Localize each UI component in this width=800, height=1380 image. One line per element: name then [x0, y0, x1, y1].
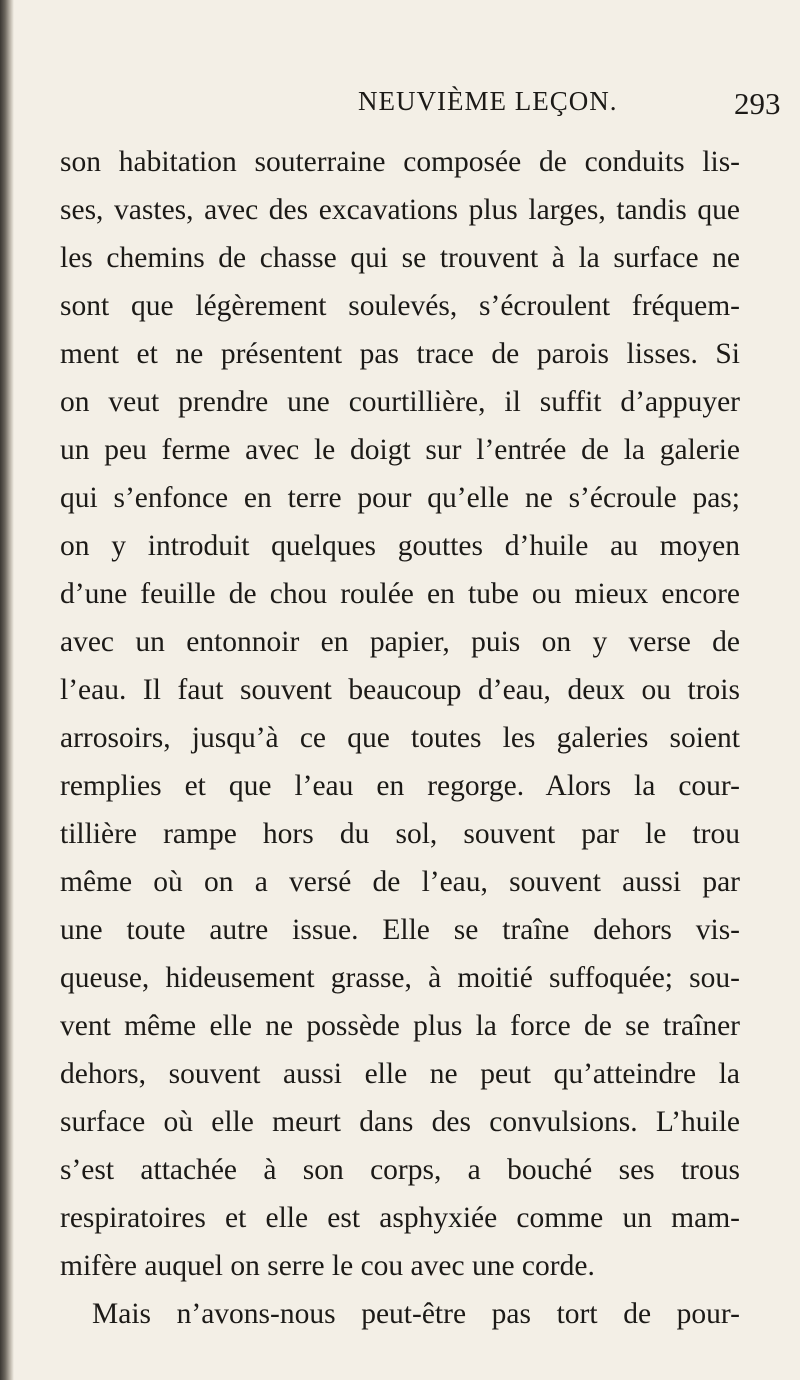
text-line: dehors, souvent aussi elle ne peut qu’atteindre la: [60, 1058, 740, 1090]
text-line: ment et ne présentent pas trace de parois lisses. Si: [60, 338, 740, 370]
text-line: remplies et que l’eau en regorge. Alors la cour-: [60, 770, 740, 802]
text-line: un peu ferme avec le doigt sur l’entrée de la galerie: [60, 434, 740, 466]
text-line: on veut prendre une courtillière, il suffit d’appuyer: [60, 386, 740, 418]
running-head: [0, 86, 800, 126]
text-line: s’est attachée à son corps, a bouché ses trous: [60, 1154, 740, 1186]
text-line: une toute autre issue. Elle se traîne dehors vis-: [60, 914, 740, 946]
text-line: son habitation souterraine composée de conduits lis-: [60, 146, 740, 178]
text-line: ses, vastes, avec des excavations plus larges, tandis que: [60, 194, 740, 226]
text-line: vent même elle ne possède plus la force de se traîner: [60, 1010, 740, 1042]
text-line: Mais n’avons-nous peut-être pas tort de pour-: [92, 1298, 740, 1330]
text-line: d’une feuille de chou roulée en tube ou mieux encore: [60, 578, 740, 610]
text-line: sont que légèrement soulevés, s’écroulent fréquem-: [60, 290, 740, 322]
text-line: queuse, hideusement grasse, à moitié suffoquée; sou-: [60, 962, 740, 994]
text-line: avec un entonnoir en papier, puis on y verse de: [60, 626, 740, 658]
text-line: surface où elle meurt dans des convulsions. L’huile: [60, 1106, 740, 1138]
text-line: tillière rampe hors du sol, souvent par le trou: [60, 818, 740, 850]
text-line: l’eau. Il faut souvent beaucoup d’eau, deux ou trois: [60, 674, 740, 706]
text-line: arrosoirs, jusqu’à ce que toutes les galeries soient: [60, 722, 740, 754]
running-title: NEUVIÈME LEÇON.: [358, 86, 618, 116]
text-line: on y introduit quelques gouttes d’huile au moyen: [60, 530, 740, 562]
text-line: les chemins de chasse qui se trouvent à la surface ne: [60, 242, 740, 274]
page-number: 293: [734, 86, 781, 121]
text-line: respiratoires et elle est asphyxiée comme un mam-: [60, 1202, 740, 1234]
text-line: qui s’enfonce en terre pour qu’elle ne s’écroule pas;: [60, 482, 740, 514]
text-line: mifère auquel on serre le cou avec une corde.: [60, 1250, 595, 1282]
text-line: même où on a versé de l’eau, souvent aussi par: [60, 866, 740, 898]
